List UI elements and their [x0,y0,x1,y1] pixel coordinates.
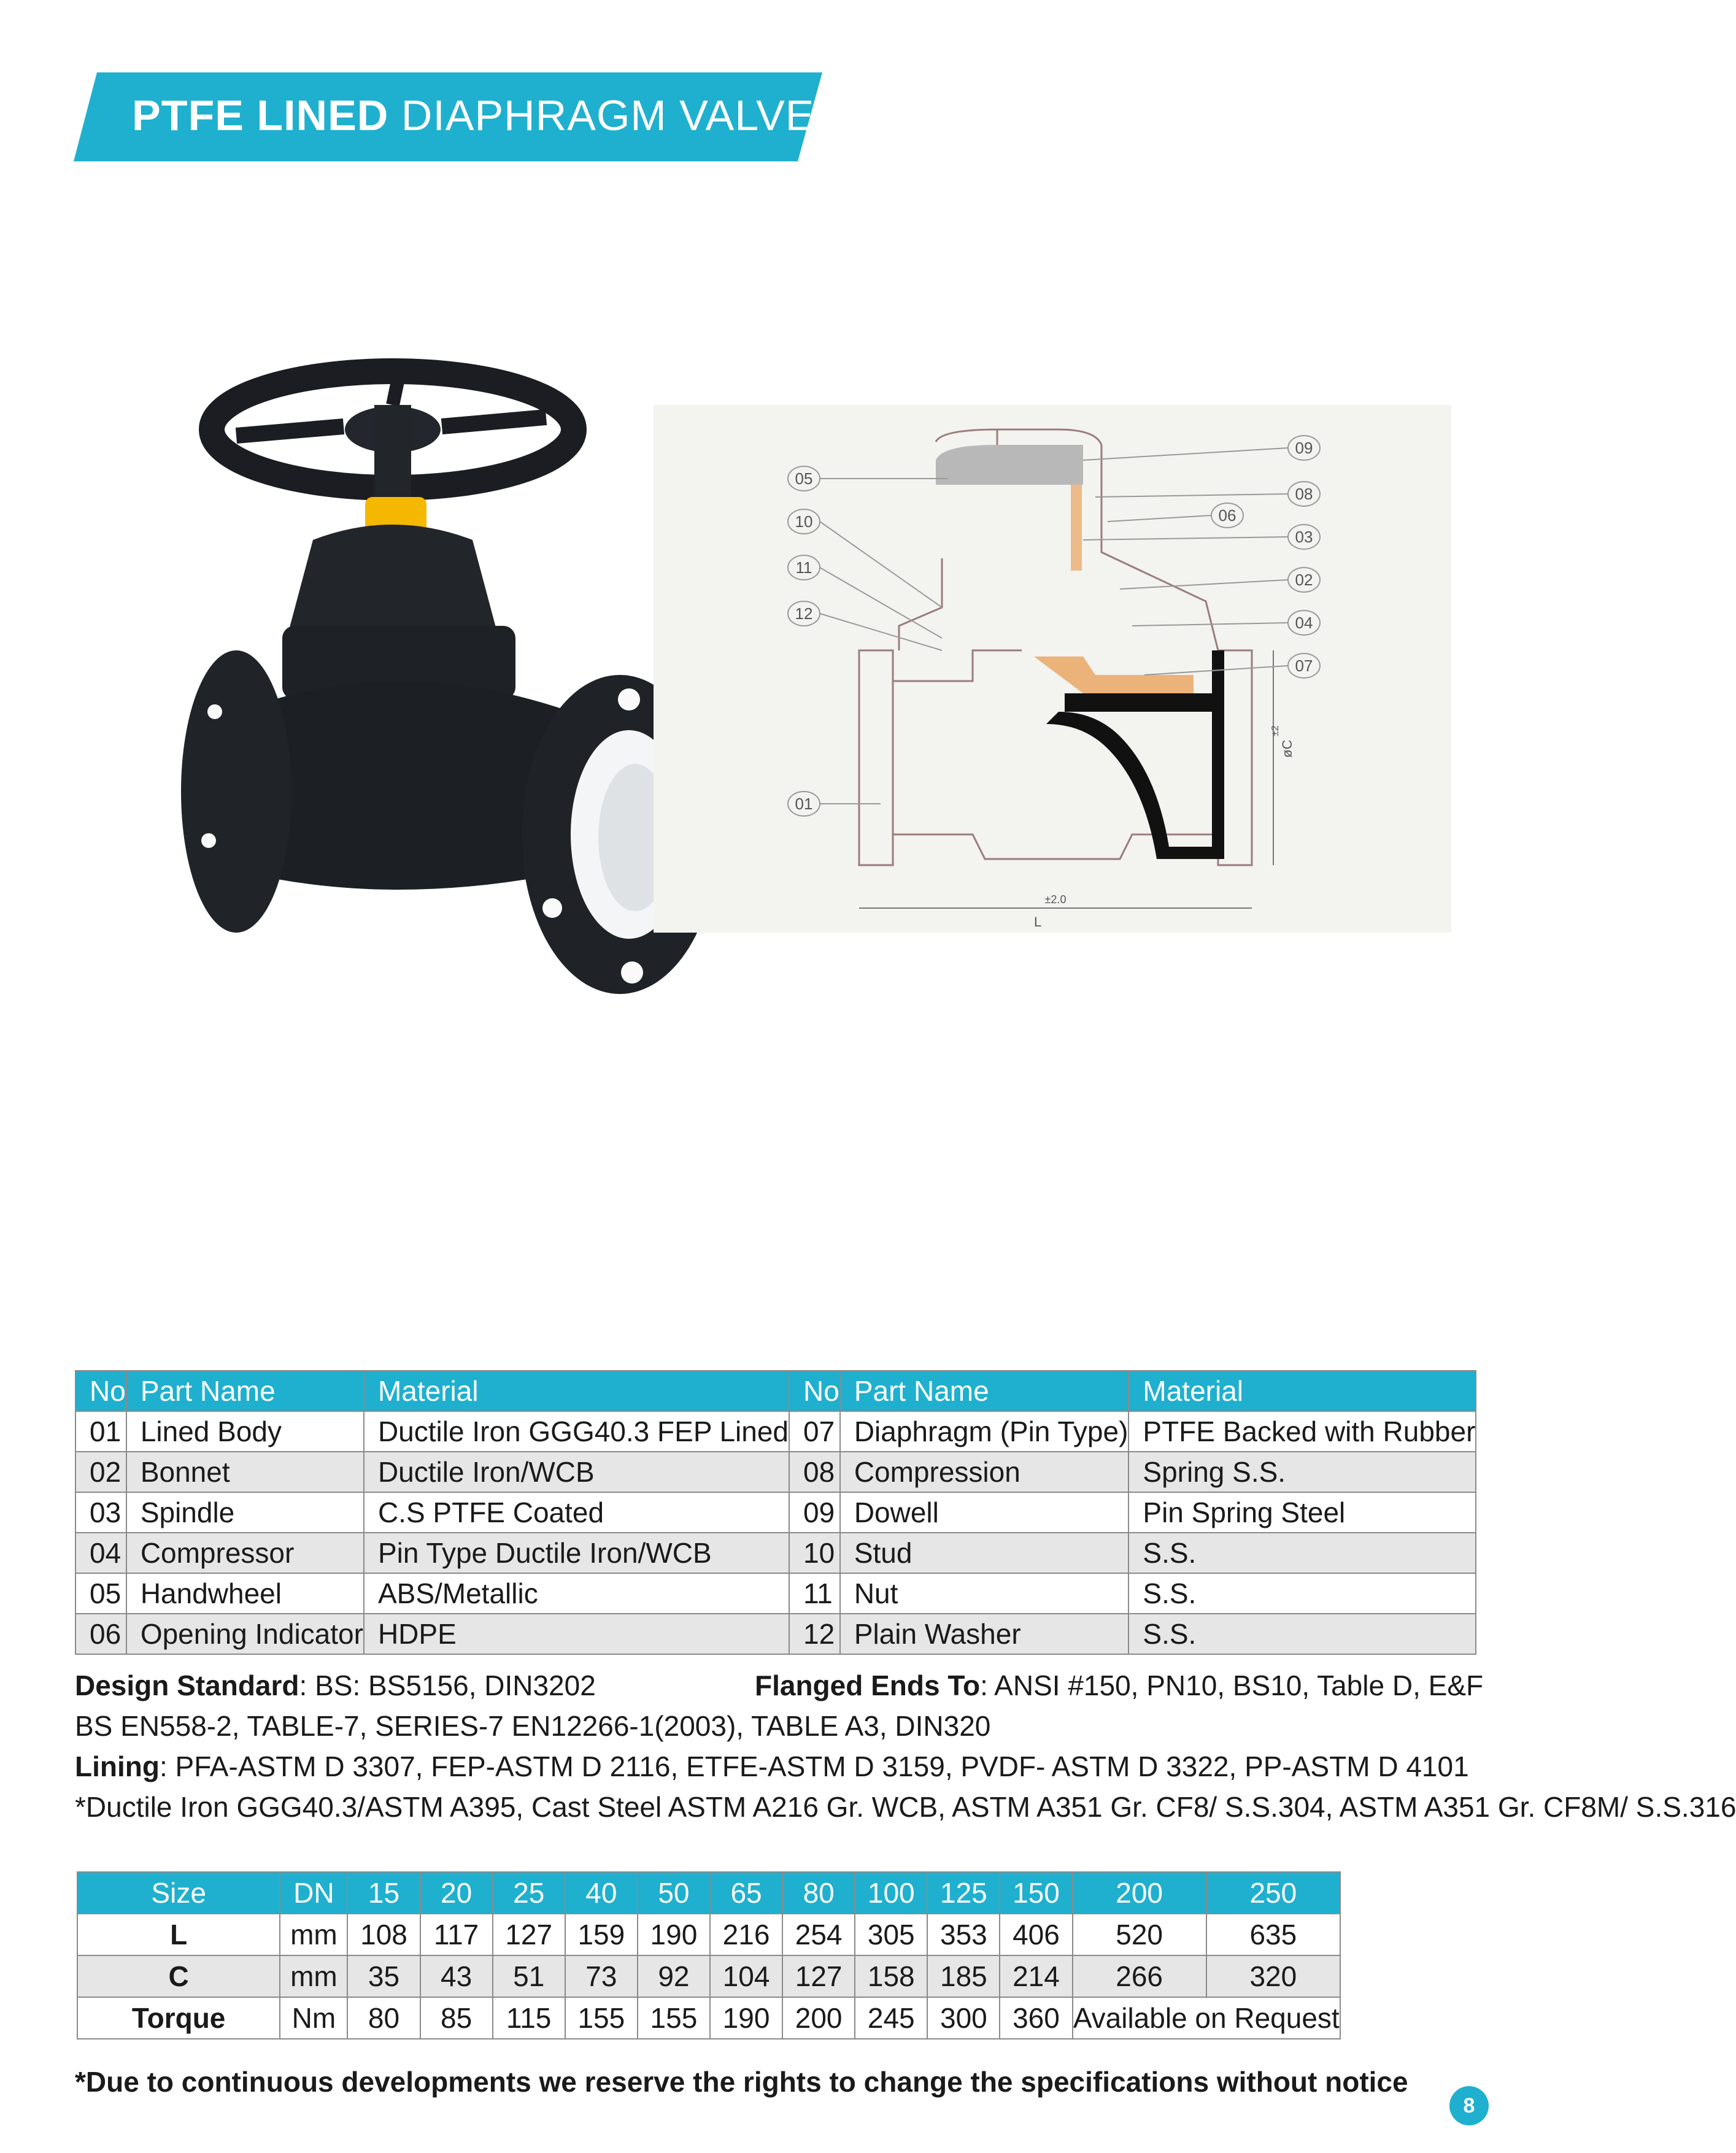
cell: 117 [420,1914,493,1955]
header-dn-value: 125 [927,1872,1000,1914]
cell: Spring S.S. [1128,1452,1476,1492]
cell: C.S PTFE Coated [364,1492,789,1533]
header-dn-value: 25 [493,1872,565,1914]
flanged-ends: Flanged Ends To: ANSI #150, PN10, BS10, Table D, E&F [755,1670,1484,1701]
cell: 155 [638,1997,710,2039]
callout-11: 11 [795,558,812,577]
header-size: Size [77,1872,280,1914]
cell: Diaphragm (Pin Type) [840,1411,1129,1452]
cell: ABS/Metallic [364,1573,789,1614]
cell: Bonnet [126,1452,364,1492]
cell: 520 [1073,1914,1206,1955]
cell: 320 [1206,1955,1340,1997]
cell: 406 [1000,1914,1072,1955]
header-dn-value: 65 [710,1872,782,1914]
cell: 09 [789,1492,840,1533]
cell: 06 [75,1614,126,1654]
cell: 108 [347,1914,420,1955]
cell: 07 [789,1411,840,1452]
cell: 51 [493,1955,565,1997]
callout-04: 04 [1295,614,1313,632]
cell: 115 [493,1997,565,2039]
lining: Lining: PFA-ASTM D 3307, FEP-ASTM D 2116, ETFE-ASTM D 3159, PVDF- ASTM D 3322, PP-ASTM D 4101 [75,1751,1469,1782]
cell: 03 [75,1492,126,1533]
header-part-name: Part Name [126,1371,364,1411]
cell: 73 [565,1955,638,1997]
cell: 190 [638,1914,710,1955]
callout-12: 12 [795,604,813,623]
header-dn-value: 200 [1073,1872,1206,1914]
table-row [75,1533,1476,1573]
header-dn-value: 15 [347,1872,420,1914]
cell: 214 [1000,1955,1072,1997]
cell: Dowell [840,1492,1129,1533]
cell: Stud [840,1533,1129,1573]
callout-03: 03 [1295,528,1313,546]
callout-02: 02 [1295,571,1313,589]
cell: Ductile Iron/WCB [364,1452,789,1492]
cell: 05 [75,1573,126,1614]
header-material: Material [364,1371,789,1411]
cell: S.S. [1128,1614,1476,1654]
table-row [77,1914,1340,1955]
cell: 43 [420,1955,493,1997]
cell: 200 [782,1997,855,2039]
cell: Ductile Iron GGG40.3 FEP Lined [364,1411,789,1452]
cell: Pin Spring Steel [1128,1492,1476,1533]
header-dn-value: 100 [855,1872,927,1914]
cell: Opening Indicator [126,1614,364,1654]
design-standard: Design Standard: BS: BS5156, DIN3202 [75,1670,596,1701]
cell: Spindle [126,1492,364,1533]
cell: Compressor [126,1533,364,1573]
material-note: *Ductile Iron GGG40.3/ASTM A395, Cast Steel ASTM A216 Gr. WCB, ASTM A351 Gr. CF8/ S.S.304, ASTM A351 Gr. CF8M/ S.S.316 [75,1791,1736,1823]
table-row [75,1452,1476,1492]
header-dn-value: 80 [782,1872,855,1914]
callout-06: 06 [1218,506,1236,525]
cell: 02 [75,1452,126,1492]
footnote: *Due to continuous developments we reserve the rights to change the specifications without notice [75,2066,1408,2098]
sizes-header-row [77,1872,1340,1914]
row-label: Torque [77,1997,280,2039]
cell: 245 [855,1997,927,2039]
header-no: No [75,1371,126,1411]
row-label: C [77,1955,280,1997]
cell: 185 [927,1955,1000,1997]
page-number: 8 [1449,2086,1489,2125]
cell: 158 [855,1955,927,1997]
cell: Handwheel [126,1573,364,1614]
callout-09: 09 [1295,439,1313,457]
cell: 35 [347,1955,420,1997]
row-unit: Nm [280,1997,347,2039]
cell: S.S. [1128,1573,1476,1614]
sectional-drawing [654,405,1451,933]
dim-l-tol: ±2.0 [1044,893,1067,906]
cell: 127 [493,1914,565,1955]
cell: 300 [927,1997,1000,2039]
header-dn: DN [280,1872,347,1914]
valve-photo [178,368,718,1019]
cell: Compression [840,1452,1129,1492]
table-row [75,1411,1476,1452]
cell: 216 [710,1914,782,1955]
dim-l: L [1034,914,1042,930]
table-row [77,1997,1340,2039]
cell: 190 [710,1997,782,2039]
dim-c-tol: ±2 [1270,725,1281,736]
table-row [75,1492,1476,1533]
header-part-name: Part Name [840,1371,1129,1411]
cell: 92 [638,1955,710,1997]
callout-10: 10 [795,512,813,531]
cell: 360 [1000,1997,1072,2039]
cell: Nut [840,1573,1129,1614]
page-title: PTFE LINED DIAPHRAGM VALVE [132,91,815,139]
cell: 11 [789,1573,840,1614]
header-no: No [789,1371,840,1411]
cell: 254 [782,1914,855,1955]
table-row [75,1614,1476,1654]
parts-table [75,1370,1476,1655]
dim-c: øC [1279,739,1295,758]
cell: S.S. [1128,1533,1476,1573]
header-dn-value: 150 [1000,1872,1072,1914]
cell: 04 [75,1533,126,1573]
callout-08: 08 [1295,485,1313,503]
cell: Pin Type Ductile Iron/WCB [364,1533,789,1573]
header-dn-value: 250 [1206,1872,1340,1914]
header-dn-value: 50 [638,1872,710,1914]
table-row [77,1955,1340,1997]
cell: 12 [789,1614,840,1654]
row-label: L [77,1914,280,1955]
header-dn-value: 40 [565,1872,638,1914]
available-on-request: Available on Request [1073,1997,1340,2039]
cell: 08 [789,1452,840,1492]
sizes-table [77,1871,1341,2039]
cell: 127 [782,1955,855,1997]
title-banner [74,72,822,161]
callout-01: 01 [795,795,813,813]
row-unit: mm [280,1914,347,1955]
callout-05: 05 [795,469,813,488]
cell: 10 [789,1533,840,1573]
cell: PTFE Backed with Rubber [1128,1411,1476,1452]
cell: 305 [855,1914,927,1955]
cell: 353 [927,1914,1000,1955]
header-dn-value: 20 [420,1872,493,1914]
cell: 104 [710,1955,782,1997]
row-unit: mm [280,1955,347,1997]
cell: 635 [1206,1914,1340,1955]
cell: 01 [75,1411,126,1452]
cell: 80 [347,1997,420,2039]
header-material: Material [1128,1371,1476,1411]
cell: 85 [420,1997,493,2039]
cell: Plain Washer [840,1614,1129,1654]
callout-07: 07 [1295,657,1313,675]
cell: HDPE [364,1614,789,1654]
parts-header-row [75,1371,1476,1411]
cell: 155 [565,1997,638,2039]
table-row [75,1573,1476,1614]
cell: 266 [1073,1955,1206,1997]
standards-line: BS EN558-2, TABLE-7, SERIES-7 EN12266-1(2003), TABLE A3, DIN320 [75,1710,991,1742]
cell: 159 [565,1914,638,1955]
cell: Lined Body [126,1411,364,1452]
